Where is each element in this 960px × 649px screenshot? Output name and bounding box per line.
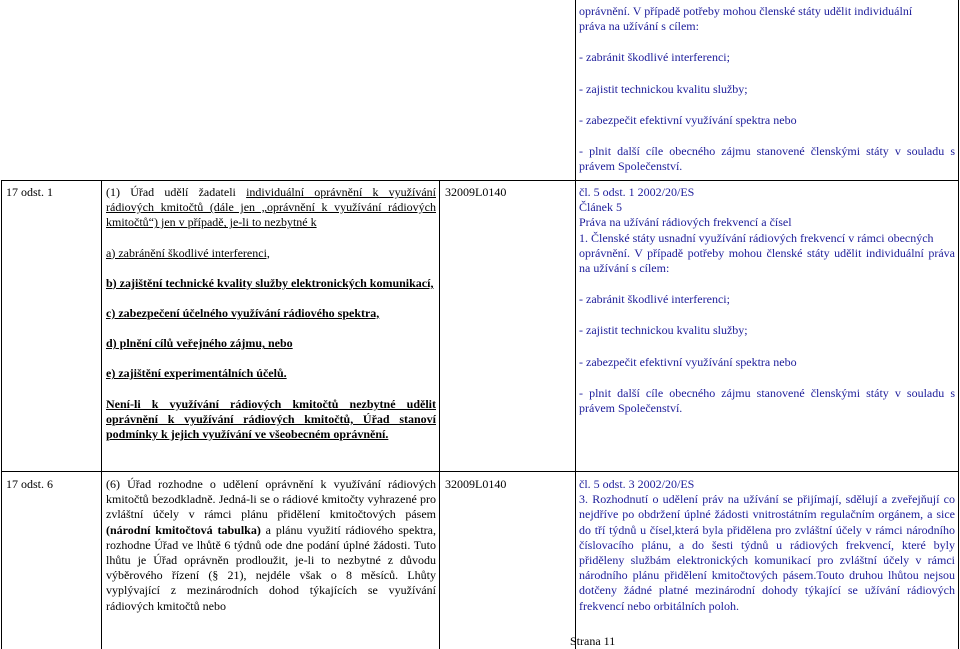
row2-eu-text [579,477,955,614]
table-border-right [958,0,959,649]
table-border-left [575,0,576,180]
row2-p-end: a plánu využití rádiového spektra, rozhodne Úřad ve lhůtě 6 týdnů ode dne podání úplné žádosti. Tuto lhůtu je Úřad oprávněn prodloužit, je-li to nezbytné z důvodu výběrového řízení (§ 21), nejdéle však o 8 měsíců. Lhůty vyplývající z mezinárodních dohod týkajících se využívání rádiových kmitočtů nebo [106,522,436,613]
row1-item-a: a) zabránění škodlivé interferenci, [106,245,270,260]
row1-item-d: d) plnění cílů veřejného zájmu, nebo [106,336,293,351]
top-eu-line-1: oprávnění. V případě potřeby mohou členské státy udělit individuální [579,4,913,18]
row1-p1-start: (1) Úřad udělí žadateli [106,185,247,199]
row2-eu-para: 3. Rozhodnutí o udělení práv na užívání se přijímají, sdělují a zveřejňují co nejdříve po obdržení úplné žádosti vnitrostátním regulačním orgánem, a sice do tří týdnů u čísel,která byla přidělena pro zvláštní účely v rámci národního číslovacího plánu, a do šesti týdnů u rádiových frekvencí, které byly přiděleny službám elektronických komunikací pro zvláštní účely v rámci národního plánu přidělení kmitočtových pásem.Touto druhou lhůtou nejsou dotčeny žádné platné mezinárodní dohody týkající se užívání rádiových frekvencí nebo orbitálních poloh. [579,492,955,613]
row2-p-mid: Jedná-li se o rádiové kmitočty vyhrazené pro zvláštní účely v rámci plánu přidělení kmitočtových pásem [106,492,436,522]
row1-eu-title: Práva na užívání rádiových frekvencí a čísel [579,215,792,230]
row2-celex: 32009L0140 [445,477,507,491]
row1-paragraph-2: Není-li k využívání rádiových kmitočtů nezbytné udělit oprávnění k využívání rádiových kmitočtů, Úřad stanoví podmínky k jejich využívání ve všeobecném oprávnění. [106,396,436,442]
row-divider-1 [1,180,959,181]
row1-item-b: b) zajištění technické kvality služby elektronických komunikací, [106,275,434,290]
page-number: Strana 11 [570,634,616,648]
table-border-left-lower [1,180,2,649]
row1-eu-ref: čl. 5 odst. 1 2002/20/ES [579,185,695,199]
row1-eu-bullet-4: - plnit další cíle obecného zájmu stanovené členskými státy v souladu s právem Společenství. [579,385,955,416]
row1-eu-para-start: 1. Členské státy usnadní využívání rádiových frekvencí v rámci obecných [579,230,934,245]
row2-reference: 17 odst. 6 [6,477,54,491]
row1-eu-text [579,185,955,416]
row2-paragraph [106,477,436,614]
row2-p-bold: (národní kmitočtová tabulka) [106,522,261,537]
col-divider-3 [575,180,576,649]
row2-law-text [106,477,436,614]
row1-law-text [106,185,436,442]
row1-eu-bullet-2: - zajistit technickou kvalitu služby; [579,323,748,338]
top-eu-line-2: práva na užívání s cílem: [579,19,699,34]
col-divider-2 [439,180,440,649]
row1-item-c: c) zabezpečení účelného využívání rádiového spektra, [106,306,380,321]
top-eu-bullet-3: - zabezpečit efektivní využívání spektra nebo [579,112,797,127]
row1-eu-bullet-1: - zabránit škodlivé interferenci; [579,292,730,307]
row1-p1-underlined: individuální oprávnění k využívání rádiových kmitočtů (dále jen „oprávnění k využívání rádiových kmitočtů“) jen v případě, je-li to nezbytné k [106,185,436,230]
row1-item-e: e) zajištění experimentálních účelů. [106,366,287,381]
top-eu-bullet-4: - plnit další cíle obecného zájmu stanovené členskými státy v souladu s právem Společenství. [579,144,955,174]
row2-eu-ref: čl. 5 odst. 3 2002/20/ES [579,477,695,491]
row1-eu-article: Článek 5 [579,200,622,215]
row1-celex: 32009L0140 [445,185,507,199]
row1-eu-bullet-3: - zabezpečit efektivní využívání spektra nebo [579,354,797,369]
row1-reference: 17 odst. 1 [6,185,54,199]
row-divider-2 [1,471,959,472]
top-eu-cell [579,4,955,174]
top-eu-bullet-2: - zajistit technickou kvalitu služby; [579,81,748,96]
row1-paragraph-1 [106,185,436,231]
col-divider-1 [101,180,102,649]
row1-eu-para-cont: oprávnění. V případě potřeby mohou členské státy udělit individuální práva na užívání s cílem: [579,245,955,276]
row2-p-start: (6) Úřad rozhodne o udělení oprávnění k využívání rádiových kmitočtů bezodkladně. [106,477,436,507]
top-eu-bullet-1: - zabránit škodlivé interferenci; [579,50,730,65]
